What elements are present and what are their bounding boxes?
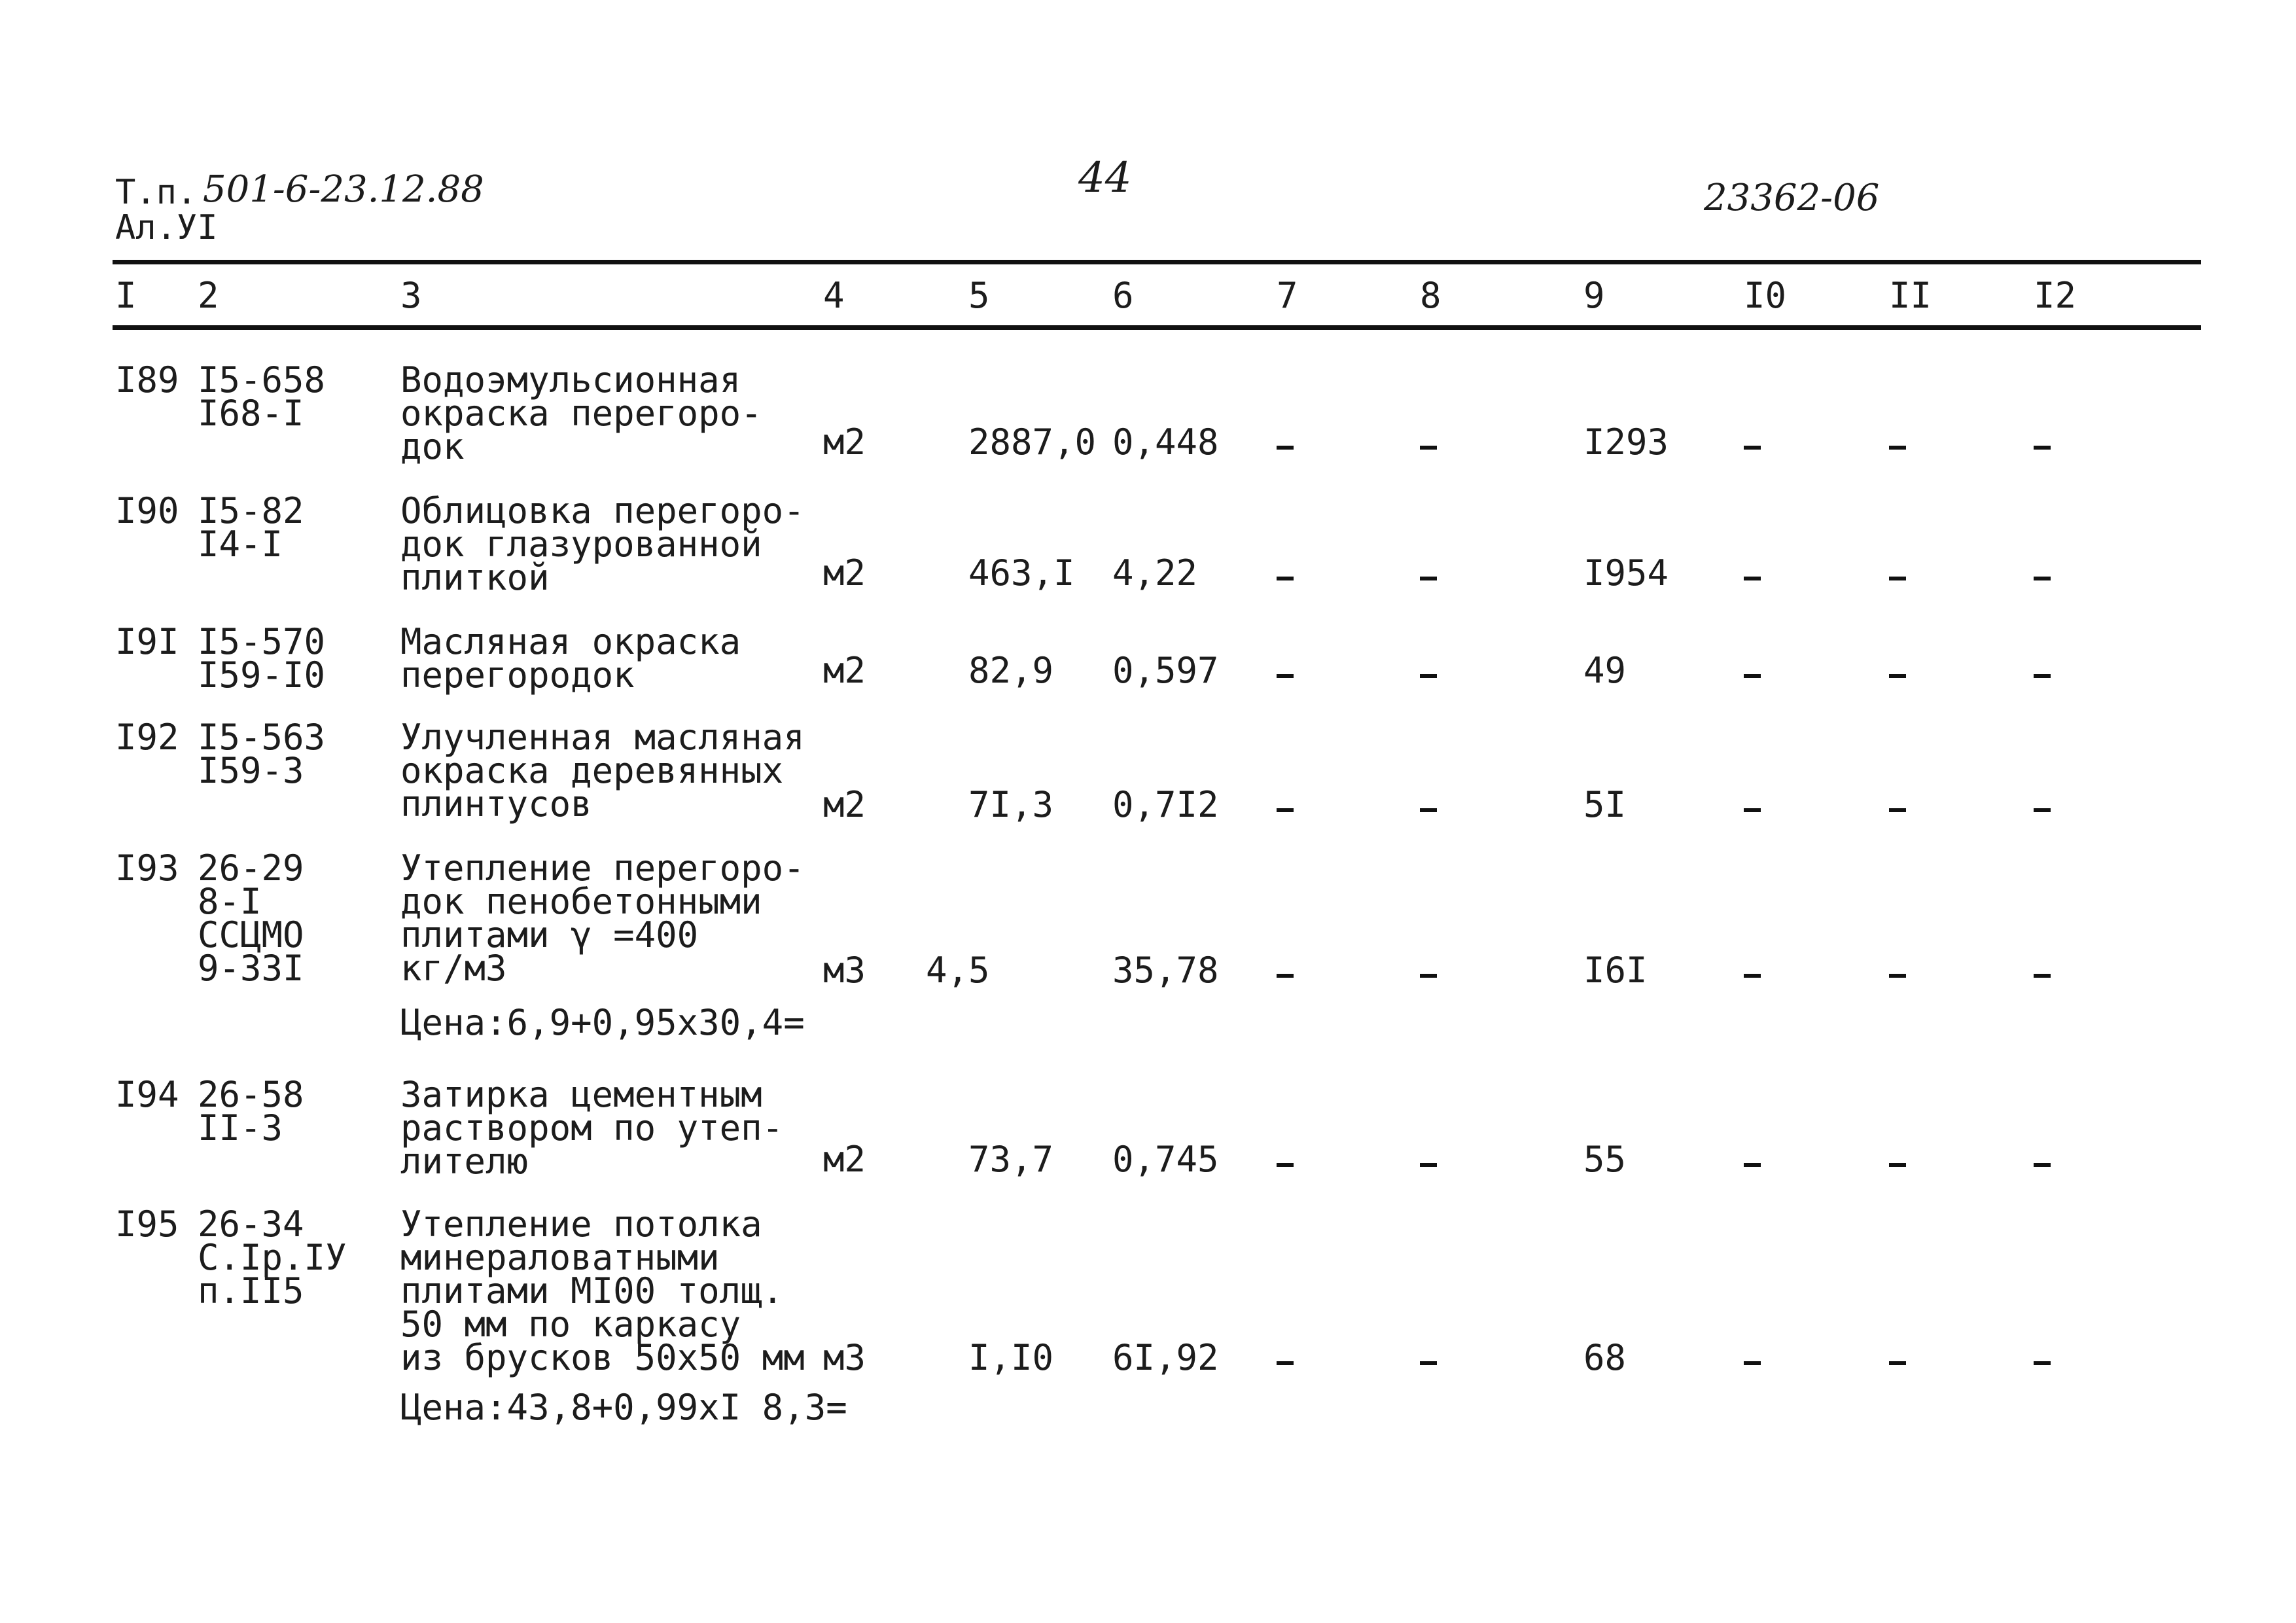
column-header-4: 4	[823, 275, 845, 316]
table-row	[0, 1204, 2296, 1378]
page-number: 44	[1078, 154, 1132, 202]
dash-col8	[1420, 1163, 1437, 1167]
total-value: 68	[1583, 1337, 1627, 1378]
unit-price: 35,78	[1112, 950, 1219, 991]
dash-col7	[1277, 446, 1294, 450]
dash-col11	[1889, 808, 1906, 812]
dash-col10	[1744, 974, 1761, 978]
row-number: I95	[115, 1204, 179, 1245]
unit: м3	[823, 1337, 866, 1378]
dash-col8	[1420, 974, 1437, 978]
norm-code: I5-570 I59-I0	[198, 621, 326, 696]
dash-col10	[1744, 1163, 1761, 1167]
unit-price: 0,448	[1112, 421, 1219, 463]
dash-col11	[1889, 974, 1906, 978]
dash-col11	[1889, 1361, 1906, 1365]
table-row	[0, 717, 2296, 851]
unit-price: 4,22	[1112, 552, 1198, 594]
total-value: 5I	[1583, 784, 1627, 825]
header-bottom-rule	[113, 325, 2201, 330]
column-header-7: 7	[1277, 275, 1298, 316]
norm-code: 26-34 С.Iр.IУ п.II5	[198, 1204, 347, 1311]
column-header-2: 2	[198, 275, 219, 316]
dash-col8	[1420, 577, 1437, 580]
dash-col10	[1744, 808, 1761, 812]
dash-col7	[1277, 1361, 1294, 1365]
quantity: 82,9	[968, 650, 1054, 691]
dash-col10	[1744, 577, 1761, 580]
column-header-11: II	[1889, 275, 1932, 316]
column-header-5: 5	[968, 275, 990, 316]
dash-col12	[2034, 974, 2051, 978]
norm-code: I5-82 I4-I	[198, 490, 304, 565]
dash-col8	[1420, 808, 1437, 812]
dash-col7	[1277, 674, 1294, 678]
table-row	[0, 621, 2296, 721]
dash-col7	[1277, 577, 1294, 580]
norm-code: 26-29 8-I ССЦМО 9-33I	[198, 847, 304, 989]
total-value: 49	[1583, 650, 1627, 691]
dash-col7	[1277, 974, 1294, 978]
unit: м2	[823, 1139, 866, 1180]
unit: м2	[823, 650, 866, 691]
dash-col10	[1744, 446, 1761, 450]
row-number: I92	[115, 717, 179, 758]
row-number: I9I	[115, 621, 179, 662]
tp-label: Т.п.	[115, 173, 198, 212]
column-header-1: I	[115, 275, 137, 316]
table-row	[0, 847, 2296, 999]
dash-col11	[1889, 577, 1906, 580]
work-description: Утепление потолка минераловатными плитами МI00 толщ. 50 мм по каркасу из брусков 50х50 мм	[400, 1204, 805, 1378]
dash-col10	[1744, 1361, 1761, 1365]
norm-code: I5-563 I59-3	[198, 717, 326, 791]
work-description: Затирка цементным раствором по утеп- лителю	[400, 1074, 784, 1182]
price-note-row	[0, 999, 2296, 1065]
table-row	[0, 359, 2296, 494]
album-label: Ал.УI	[115, 208, 218, 247]
dash-col12	[2034, 577, 2051, 580]
estimate-table-body	[0, 359, 2296, 1450]
unit: м2	[823, 552, 866, 594]
dash-col11	[1889, 1163, 1906, 1167]
unit: м2	[823, 784, 866, 825]
unit-price: 0,597	[1112, 650, 1219, 691]
dash-col7	[1277, 808, 1294, 812]
column-header-12: I2	[2034, 275, 2077, 316]
total-value: I6I	[1583, 950, 1648, 991]
work-description: Улучленная масляная окраска деревянных плинтусов	[400, 717, 805, 825]
table-row	[0, 1074, 2296, 1207]
quantity: 4,5	[926, 950, 990, 991]
row-number: I94	[115, 1074, 179, 1115]
dash-col11	[1889, 446, 1906, 450]
unit: м2	[823, 421, 866, 463]
column-header-6: 6	[1112, 275, 1134, 316]
doc-code: 23362-06	[1704, 177, 1880, 219]
dash-col12	[2034, 808, 2051, 812]
dash-col10	[1744, 674, 1761, 678]
column-header-10: I0	[1744, 275, 1787, 316]
quantity: I,I0	[968, 1337, 1054, 1378]
price-calculation: Цена:43,8+0,99хI 8,3=	[400, 1387, 847, 1428]
column-header-8: 8	[1420, 275, 1441, 316]
total-value: 55	[1583, 1139, 1627, 1180]
price-note-row	[0, 1384, 2296, 1450]
work-description: Водоэмульсионная окраска перегоро- док	[400, 359, 762, 467]
norm-code: 26-58 II-3	[198, 1074, 304, 1149]
unit: м3	[823, 950, 866, 991]
work-description: Облицовка перегоро- док глазурованной плиткой	[400, 490, 805, 598]
dash-col12	[2034, 1361, 2051, 1365]
dash-col12	[2034, 674, 2051, 678]
unit-price: 0,7I2	[1112, 784, 1219, 825]
quantity: 73,7	[968, 1139, 1054, 1180]
quantity: 7I,3	[968, 784, 1054, 825]
dash-col7	[1277, 1163, 1294, 1167]
total-value: I954	[1583, 552, 1669, 594]
total-value: I293	[1583, 421, 1669, 463]
row-number: I90	[115, 490, 179, 531]
dash-col12	[2034, 1163, 2051, 1167]
column-header-9: 9	[1583, 275, 1605, 316]
dash-col8	[1420, 1361, 1437, 1365]
header-top-rule	[113, 260, 2201, 264]
dash-col8	[1420, 674, 1437, 678]
row-number: I93	[115, 847, 179, 889]
unit-price: 0,745	[1112, 1139, 1219, 1180]
dash-col8	[1420, 446, 1437, 450]
dash-col12	[2034, 446, 2051, 450]
unit-price: 6I,92	[1112, 1337, 1219, 1378]
work-description: Масляная окраска перегородок	[400, 621, 741, 696]
quantity: 463,I	[968, 552, 1075, 594]
column-header-3: 3	[400, 275, 422, 316]
row-number: I89	[115, 359, 179, 401]
norm-code: I5-658 I68-I	[198, 359, 326, 434]
price-calculation: Цена:6,9+0,95х30,4=	[400, 1002, 805, 1043]
table-row	[0, 490, 2296, 625]
tp-number: 501-6-23.12.88	[203, 168, 484, 211]
quantity: 2887,0	[968, 421, 1097, 463]
dash-col11	[1889, 674, 1906, 678]
work-description: Утепление перегоро- док пенобетонными плитами γ =400 кг/м3	[400, 847, 805, 989]
